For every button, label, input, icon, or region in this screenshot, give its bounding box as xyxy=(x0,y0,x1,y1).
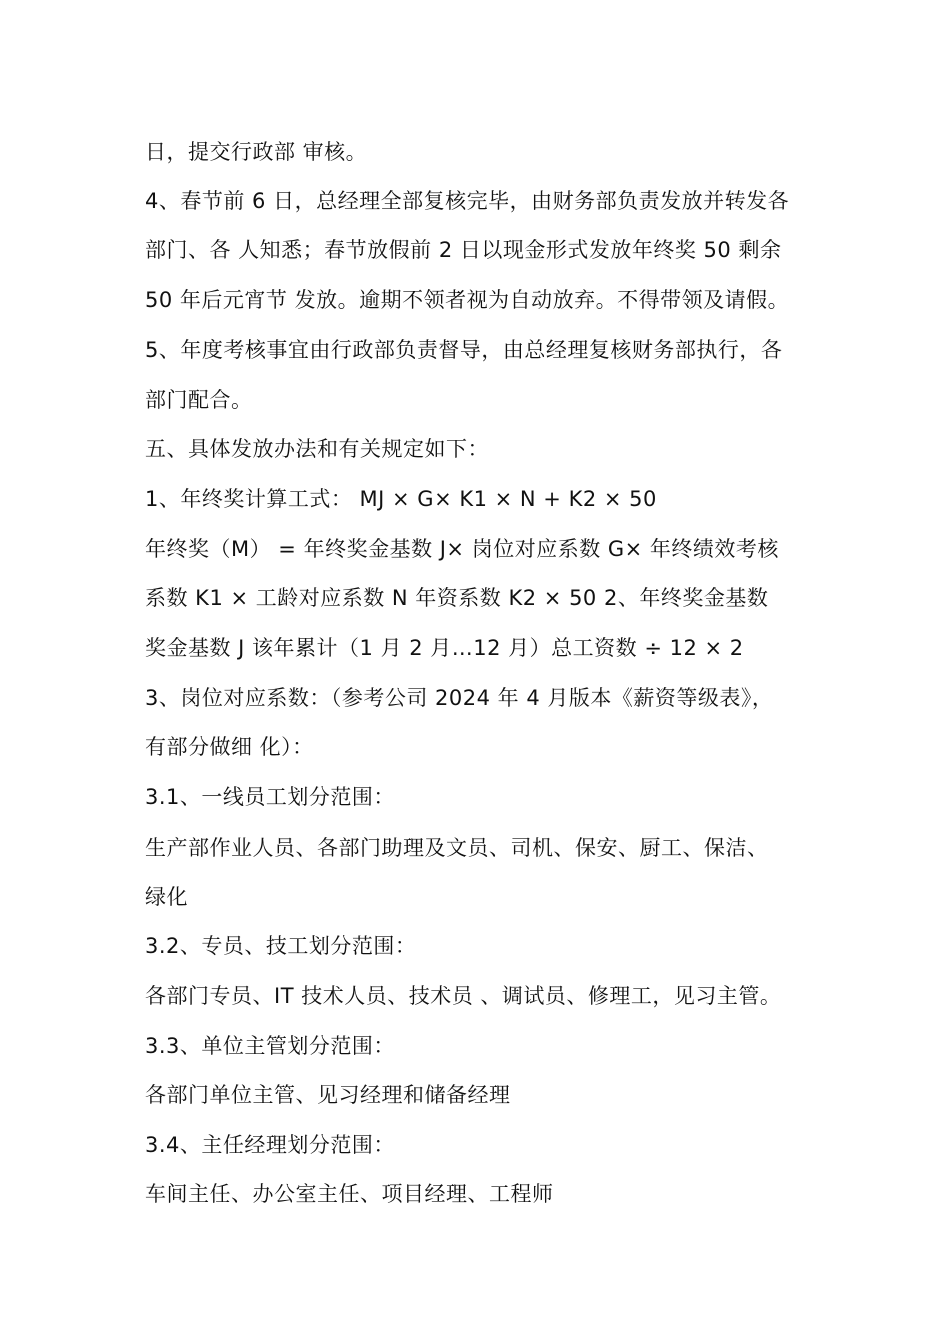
text-line: 系数 K1 × 工龄对应系数 N 年资系数 K2 × 50 2、年终奖金基数 xyxy=(145,586,769,610)
text-line: 1、年终奖计算工式： MJ × G× K1 × N + K2 × 50 xyxy=(145,487,657,511)
text-line: 车间主任、办公室主任、项目经理、工程师 xyxy=(145,1182,554,1206)
subsection-heading: 3.4、主任经理划分范围： xyxy=(145,1133,395,1157)
text-line: 3、岗位对应系数：（参考公司 2024 年 4 月版本《薪资等级表》， xyxy=(145,686,774,710)
text-line: 奖金基数 J 该年累计（1 月 2 月…12 月）总工资数 ÷ 12 × 2 xyxy=(145,636,744,660)
text-line: 日，提交行政部 审核。 xyxy=(145,140,368,164)
text-line: 有部分做细 化）： xyxy=(145,735,314,759)
text-line: 各部门专员、IT 技术人员、技术员 、调试员、修理工，见习主管。 xyxy=(145,984,782,1008)
text-line: 生产部作业人员、各部门助理及文员、司机、保安、厨工、保洁、 xyxy=(145,836,769,860)
text-line: 5、年度考核事宜由行政部负责督导，由总经理复核财务部执行，各 xyxy=(145,338,783,362)
text-line: 年终奖（M） = 年终奖金基数 J× 岗位对应系数 G× 年终绩效考核 xyxy=(145,537,779,561)
subsection-heading: 3.3、单位主管划分范围： xyxy=(145,1034,395,1058)
subsection-heading: 3.2、专员、技工划分范围： xyxy=(145,934,417,958)
subsection-heading: 3.1、一线员工划分范围： xyxy=(145,785,395,809)
text-line: 部门、各 人知悉；春节放假前 2 日以现金形式发放年终奖 50 剩余 xyxy=(145,238,782,262)
text-line: 绿化 xyxy=(145,885,188,909)
text-line: 4、春节前 6 日，总经理全部复核完毕，由财务部负责发放并转发各 xyxy=(145,189,790,213)
text-line: 部门配合。 xyxy=(145,388,253,412)
text-line: 50 年后元宵节 发放。逾期不领者视为自动放弃。不得带领及请假。 xyxy=(145,288,790,312)
text-line: 各部门单位主管、见习经理和储备经理 xyxy=(145,1083,511,1107)
section-heading: 五、具体发放办法和有关规定如下： xyxy=(145,437,489,461)
